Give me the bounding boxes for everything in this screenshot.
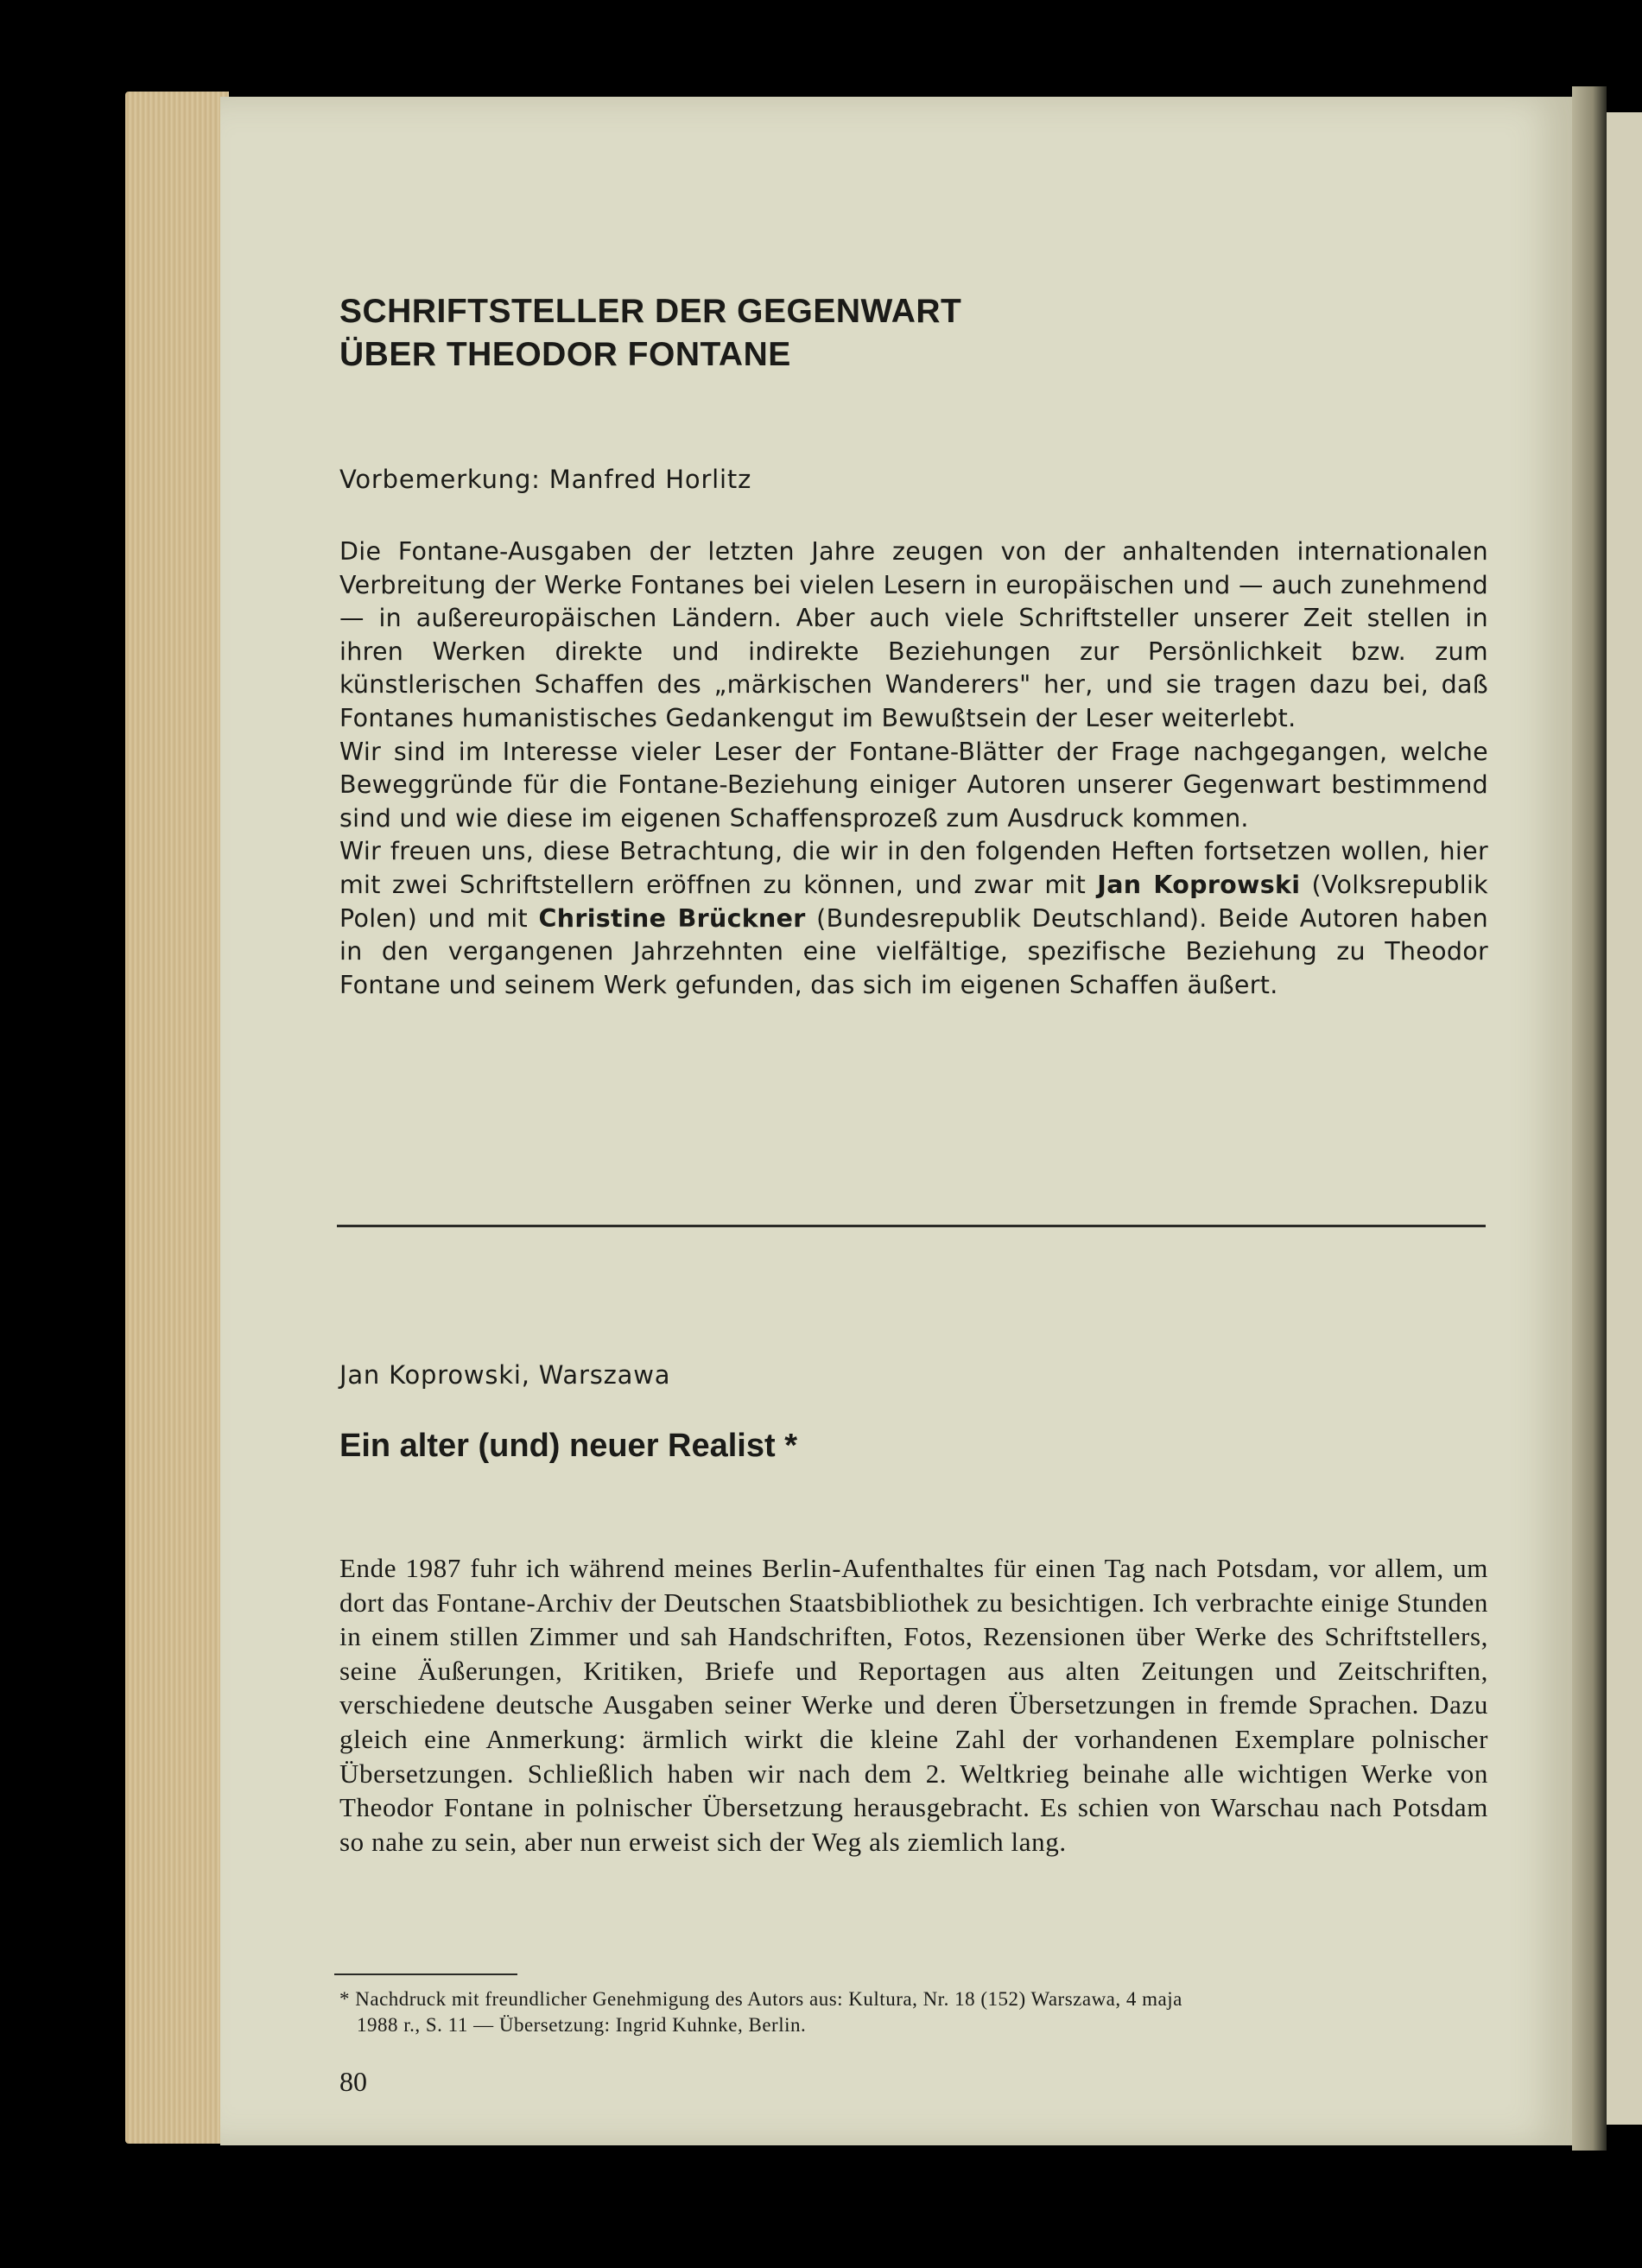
preface-paragraph-2: Wir sind im Interesse vieler Leser der Fontane-Blätter der Frage nachgegangen, welche Beweggründe für die Fontane-Beziehung einiger Autoren unserer Gegenwart bestimmend sind und wie diese im eigenen Schaffensprozeß zum Ausdruck kommen. [339,737,1488,833]
section-title [339,290,1488,377]
author-name-koprowski: Jan Koprowski [1097,870,1301,899]
facing-page-edge [1607,112,1642,2125]
footnote-line-2: 1988 r., S. 11 — Übersetzung: Ingrid Kuhnke, Berlin. [357,2014,807,2036]
footnote-rule [334,1973,517,1975]
preface-paragraph-1: Die Fontane-Ausgaben der letzten Jahre zeugen von der anhaltenden internationalen Verbreitung der Werke Fontanes bei vielen Lesern in europäischen und — auch zunehmend — in außereuropäischen Ländern. Aber auch viele Schriftsteller unserer Zeit stellen in ihren Werken direkte und indirekte Beziehungen zur Persönlichkeit bzw. zum künstlerischen Schaffen des „märkischen Wanderers" her, und sie tragen dazu bei, daß Fontanes humanistisches Gedankengut im Bewußtsein der Leser weiterlebt. [339,537,1488,732]
preface-paragraph-3-part-a: Wir freuen uns, diese Betrachtung, die wir in den folgenden Heften fortsetzen wollen, hier mit zwei Schriftstellern eröffnen zu können, und zwar mit [339,837,1488,899]
footnote [339,1986,1488,2038]
footnote-line-1: * Nachdruck mit freundlicher Genehmigung des Autors aus: Kultura, Nr. 18 (152) Warszawa, 4 maja [339,1988,1182,2010]
article-title: Ein alter (und) neuer Realist * [339,1428,797,1464]
section-divider [337,1225,1486,1227]
author-name-brueckner: Christine Brückner [538,903,806,933]
article-body [339,1551,1488,1859]
section-title-line-1: SCHRIFTSTELLER DER GEGENWART [339,293,962,330]
preface-paragraph-3-part-b: (Volksrepublik Polen) und mit [339,870,1488,933]
preface-paragraph-3-part-c: (Bundesrepublik Deutschland). Beide Autoren haben in den vergangenen Jahrzehnten eine vielfältige, spezifische Beziehung zu Theodor Fontane und seinem Werk gefunden, das sich im eigenen Schaffen äußert. [339,903,1488,999]
article-body-paragraph: Ende 1987 fuhr ich während meines Berlin-Aufenthaltes für einen Tag nach Potsdam, vor allem, um dort das Fontane-Archiv der Deutschen Staatsbibliothek zu besichtigen. Ich verbrachte einige Stunden in einem stillen Zimmer und sah Handschriften, Fotos, Rezensionen über Werke des Schriftstellers, seine Äußerungen, Kritiken, Briefe und Reportagen aus alten Zeitungen und Zeitschriften, verschiedene deutsche Ausgaben seiner Werke und deren Übersetzungen in fremde Sprachen. Dazu gleich eine Anmerkung: ärmlich wirkt die kleine Zahl der vorhandenen Exemplare polnischer Übersetzungen. Schließlich haben wir nach dem 2. Weltkrieg beinahe alle wichtigen Werke von Theodor Fontane in polnischer Übersetzung herausgebracht. Es schien von Warschau nach Potsdam so nahe zu sein, aber nun erweist sich der Weg als ziemlich lang. [339,1553,1488,1857]
book-gutter [1572,86,1607,2151]
book-page-edge [125,92,229,2144]
preface-text [339,535,1488,1002]
section-title-line-2: ÜBER THEODOR FONTANE [339,336,791,373]
preface-paragraph-3 [339,835,1488,1002]
preface-label: Vorbemerkung: Manfred Horlitz [339,465,752,494]
article-author: Jan Koprowski, Warszawa [339,1360,671,1390]
page-number: 80 [339,2066,367,2097]
